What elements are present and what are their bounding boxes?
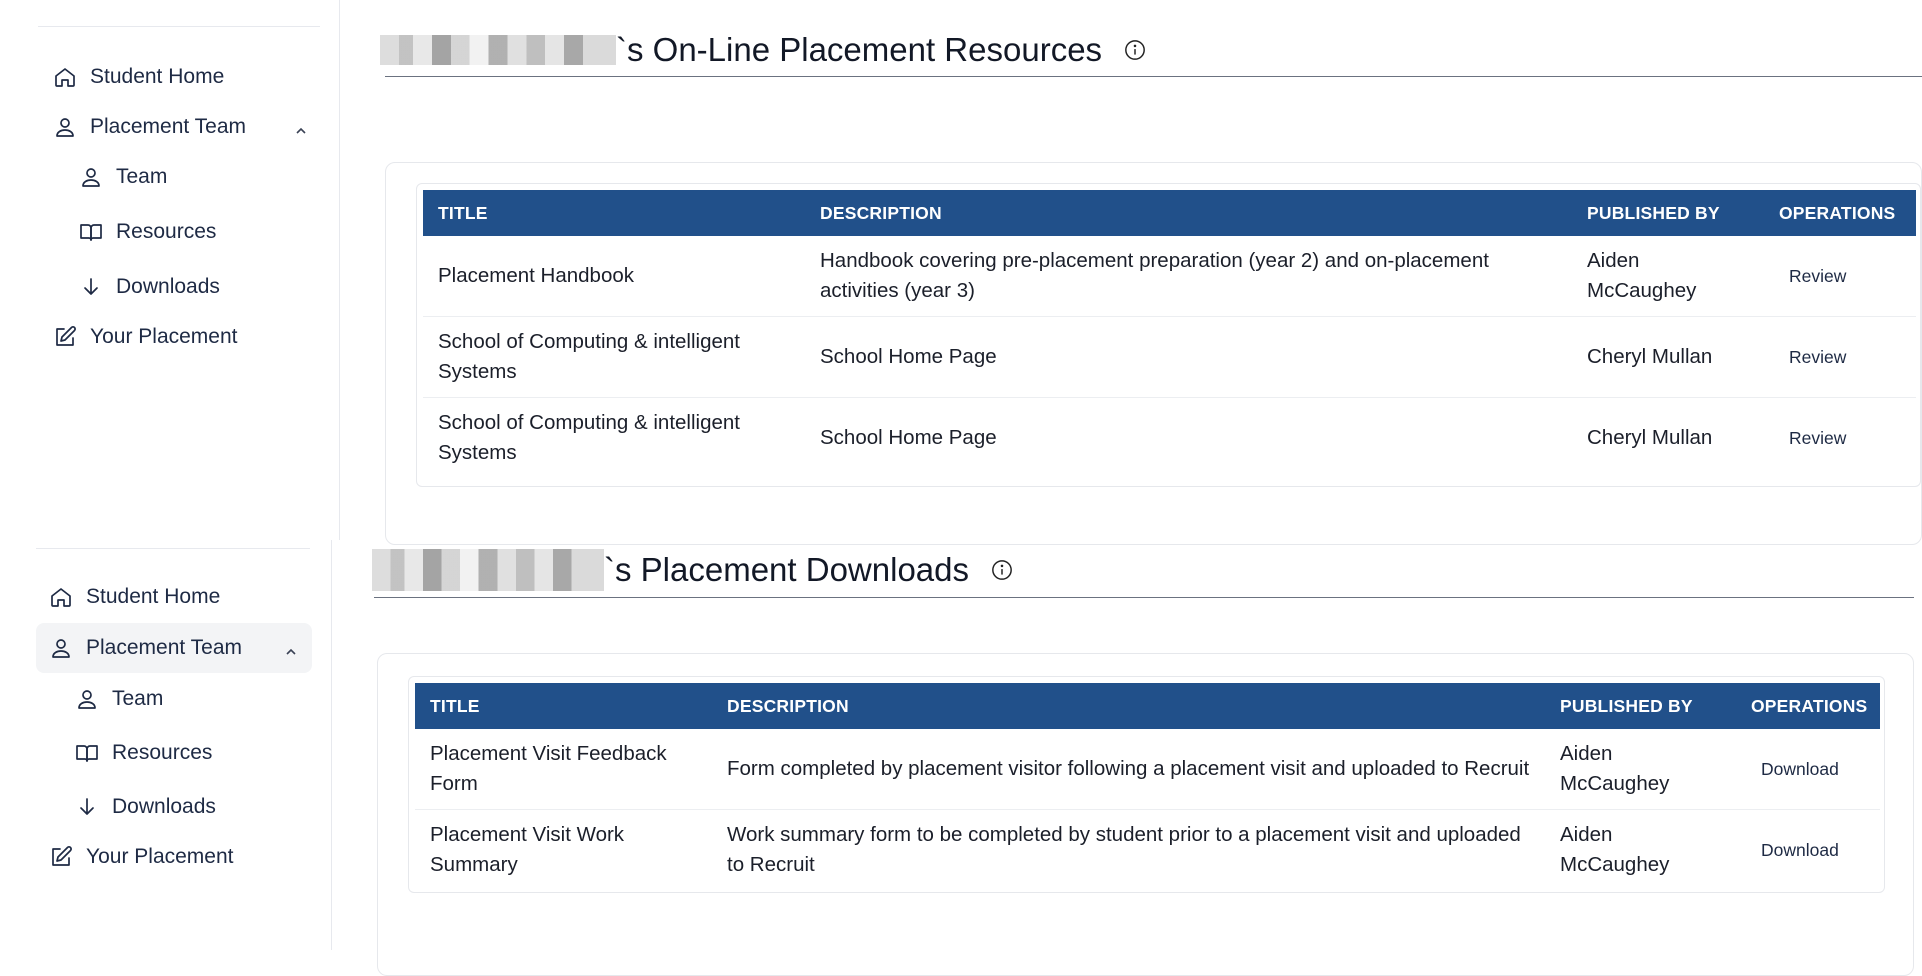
column-header: PUBLISHED BY [1587, 202, 1720, 223]
column-header: OPERATIONS [1779, 202, 1896, 223]
info-icon[interactable] [991, 559, 1013, 581]
cell-published-by: Aiden McCaughey [1572, 236, 1764, 316]
sidebar-item-label: Downloads [112, 795, 216, 818]
column-header: PUBLISHED BY [1560, 695, 1693, 716]
cell-description: School Home Page [820, 425, 997, 449]
sidebar-item-placement-team[interactable] [36, 623, 312, 673]
table-row [415, 809, 1880, 890]
cell-description: School Home Page [805, 316, 1572, 397]
sidebar-item-label: Team [112, 687, 164, 710]
table-header-row [423, 190, 1916, 236]
sidebar-item-student-home[interactable] [52, 60, 322, 94]
cell-title: Placement Visit Work Summary [430, 822, 625, 876]
downloads-card [377, 653, 1914, 976]
home-icon [52, 64, 78, 90]
column-header: OPERATIONS [1751, 695, 1868, 716]
cell-title: Placement Handbook [423, 236, 805, 316]
resources-table-wrap [416, 183, 1921, 487]
user-icon [52, 114, 78, 140]
arrow-down-icon [74, 794, 100, 820]
sidebar-item-downloads[interactable] [78, 270, 318, 304]
sidebar-divider [38, 26, 320, 27]
sidebar-border [339, 0, 340, 540]
column-header: TITLE [438, 202, 488, 223]
cell-published-by: Cheryl Mullan [1572, 316, 1764, 397]
sidebar-item-label: Student Home [86, 585, 221, 608]
column-header: TITLE [430, 695, 480, 716]
sidebar-item-your-placement[interactable] [52, 320, 322, 354]
sidebar-item-label: Your Placement [86, 845, 234, 868]
sidebar-item-label: Downloads [116, 275, 220, 298]
sidebar-item-label: Resources [116, 220, 217, 243]
sidebar-item-label: Your Placement [90, 325, 238, 348]
book-icon [78, 219, 104, 245]
cell-description: Work summary form to be completed by student prior to a placement visit and uploaded to Recruit [727, 822, 1521, 876]
resources-table [423, 190, 1916, 478]
title-underline [385, 76, 1922, 77]
resources-card [385, 162, 1922, 545]
cell-published-by: Aiden McCaughey [1560, 822, 1670, 876]
review-button[interactable]: Review [1789, 346, 1847, 367]
sidebar-item-label: Resources [112, 741, 213, 764]
sidebar-item-your-placement[interactable] [48, 840, 312, 874]
user-icon [74, 686, 100, 712]
chevron-up-icon[interactable] [284, 641, 298, 655]
sidebar-top [0, 0, 340, 540]
sidebar-item-team[interactable] [78, 160, 318, 194]
chevron-up-icon[interactable] [294, 120, 308, 134]
book-icon [74, 740, 100, 766]
downloads-table [415, 683, 1880, 890]
table-header-row [415, 683, 1880, 729]
title-underline [374, 597, 1914, 598]
sidebar-item-placement-team[interactable] [52, 110, 322, 144]
user-icon [78, 164, 104, 190]
page-title-text: `s On-Line Placement Resources [616, 31, 1103, 68]
cell-published-by: Aiden McCaughey [1545, 729, 1736, 809]
edit-icon [48, 844, 74, 870]
column-header: DESCRIPTION [727, 695, 849, 716]
sidebar-item-team[interactable] [74, 682, 310, 716]
cell-title: School of Computing & intelligent Systems [438, 410, 740, 464]
sidebar-item-label: Team [116, 165, 168, 188]
downloads-table-wrap [408, 676, 1885, 893]
page-title [380, 28, 1146, 72]
review-button[interactable]: Review [1789, 427, 1847, 448]
sidebar-bottom [0, 540, 332, 976]
sidebar-item-downloads[interactable] [74, 790, 310, 824]
sidebar-item-label: Placement Team [90, 115, 247, 138]
download-button[interactable]: Download [1761, 839, 1839, 860]
cell-description: Handbook covering pre-placement preparation (year 2) and on-placement activities (year 3) [805, 236, 1572, 316]
sidebar-item-student-home[interactable] [48, 580, 312, 614]
cell-published-by: Cheryl Mullan [1587, 425, 1713, 449]
arrow-down-icon [78, 274, 104, 300]
cell-title: School of Computing & intelligent Systems [423, 316, 805, 397]
table-row [423, 236, 1916, 316]
column-header: DESCRIPTION [820, 202, 942, 223]
sidebar-item-label: Student Home [90, 65, 225, 88]
info-icon[interactable] [1124, 39, 1146, 61]
edit-icon [52, 324, 78, 350]
cell-description: Form completed by placement visitor following a placement visit and uploaded to Recruit [712, 729, 1545, 809]
table-row [423, 316, 1916, 397]
table-row [423, 397, 1916, 478]
sidebar-border [331, 540, 332, 950]
sidebar-item-label: Placement Team [86, 636, 243, 659]
download-button[interactable]: Download [1761, 758, 1839, 779]
cell-title: Placement Visit Feedback Form [415, 729, 712, 809]
home-icon [48, 584, 74, 610]
user-icon [48, 635, 74, 661]
page-title-text: `s Placement Downloads [604, 551, 969, 588]
page-title [372, 548, 1013, 592]
sidebar-item-resources[interactable] [78, 215, 318, 249]
sidebar-item-resources[interactable] [74, 736, 310, 770]
redacted-name [372, 549, 604, 591]
sidebar-divider [36, 548, 310, 549]
review-button[interactable]: Review [1789, 265, 1847, 286]
table-row [415, 729, 1880, 809]
redacted-name [380, 35, 616, 65]
